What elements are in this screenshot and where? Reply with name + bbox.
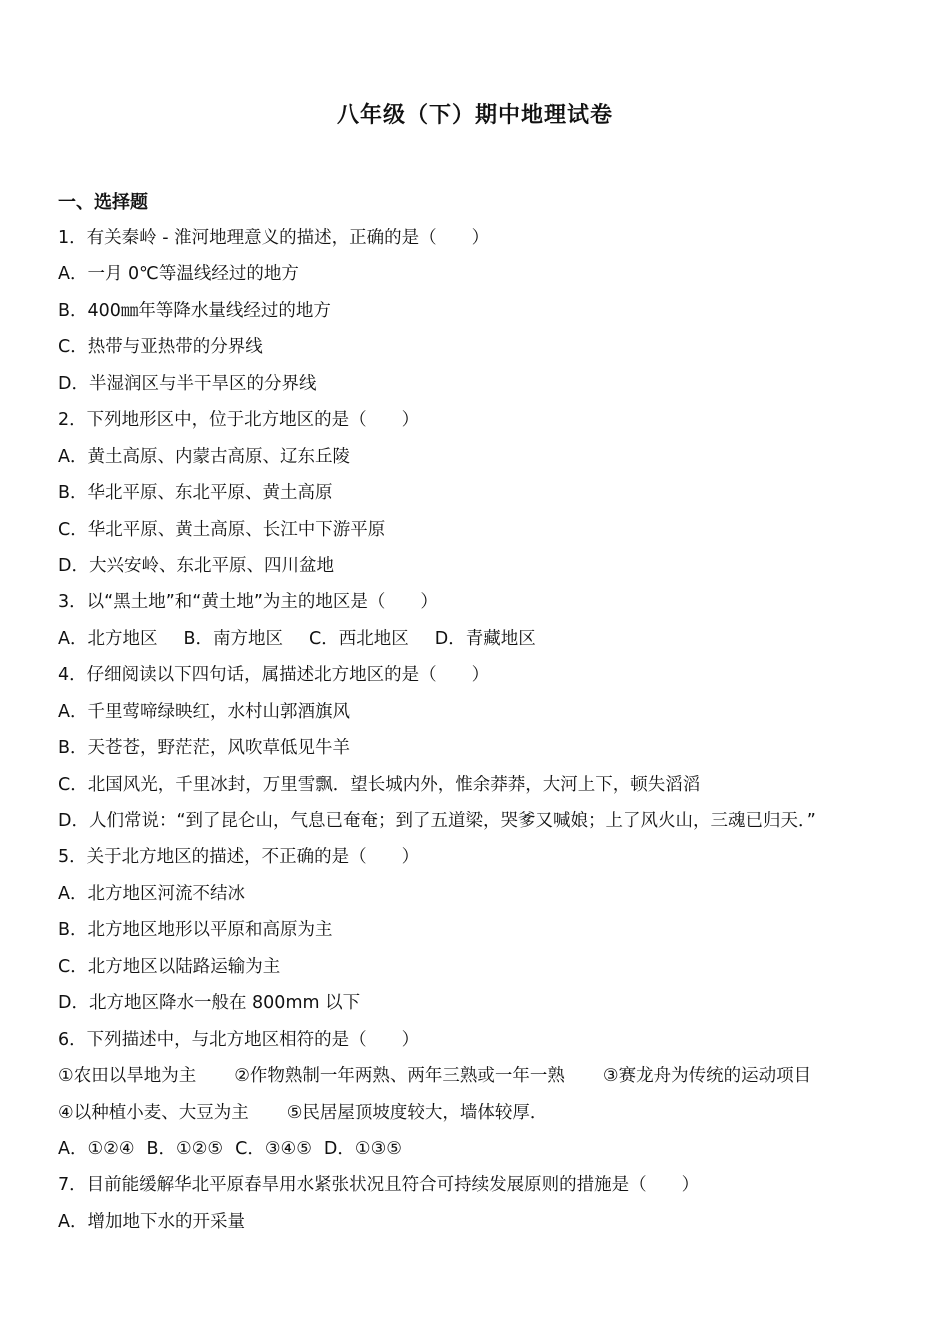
text-line	[58, 406, 908, 442]
text-line	[58, 625, 908, 661]
line-text: D．北方地区降水一般在 800mm 以下	[58, 993, 361, 1014]
option-segment: C．西北地区	[309, 628, 409, 649]
line-text: A．增加地下水的开采量	[58, 1211, 245, 1232]
line-text: D．人们常说：“到了昆仑山，气息已奄奄；到了五道梁，哭爹又喊娘；上了风火山，三魂已归天．”	[58, 811, 816, 831]
line-text: B．400㎜年等降水量线经过的地方	[58, 300, 331, 321]
line-text: 2．下列地形区中，位于北方地区的是（ ）	[58, 410, 420, 431]
text-line	[58, 333, 908, 369]
text-line	[58, 698, 908, 734]
text-line	[58, 953, 908, 989]
line-text: 5．关于北方地区的描述，不正确的是（ ）	[58, 847, 420, 868]
text-line	[58, 1026, 908, 1062]
option-segment: ⑤民居屋顶坡度较大，墙体较厚．	[286, 1102, 548, 1123]
option-segment: D．①③⑤	[323, 1138, 402, 1159]
line-text: B．天苍苍，野茫茫，风吹草低见牛羊	[58, 738, 351, 759]
option-segment: B．南方地区	[183, 628, 283, 649]
option-segment: A．北方地区	[58, 628, 158, 649]
text-line	[58, 989, 908, 1025]
text-line	[58, 516, 908, 552]
question-lines	[58, 224, 908, 1244]
text-line	[58, 443, 908, 479]
page-title: 八年级（下）期中地理试卷	[336, 103, 613, 128]
text-line	[58, 1171, 908, 1207]
line-text: C．北方地区以陆路运输为主	[58, 956, 281, 977]
line-text: B．北方地区地形以平原和高原为主	[58, 920, 333, 941]
line-text: D．大兴安岭、东北平原、四川盆地	[58, 555, 334, 576]
line-text: A．北方地区河流不结冰	[58, 883, 245, 904]
text-line	[58, 880, 908, 916]
line-text: C．北国风光，千里冰封，万里雪飘．望长城内外，惟余莽莽，大河上下，顿失滔滔	[58, 774, 701, 795]
line-text: 1．有关秦岭 - 淮河地理意义的描述，正确的是（ ）	[58, 228, 490, 248]
text-line	[58, 479, 908, 515]
text-line	[58, 916, 908, 952]
line-text: A．一月 0℃等温线经过的地方	[58, 264, 299, 285]
option-segment: D．青藏地区	[434, 628, 536, 649]
text-line	[58, 552, 908, 588]
text-line	[58, 297, 908, 333]
text-line	[58, 370, 908, 406]
line-text: C．热带与亚热带的分界线	[58, 337, 263, 358]
text-line	[58, 1099, 908, 1135]
option-segment: ①农田以旱地为主	[58, 1066, 197, 1087]
line-text: B．华北平原、东北平原、黄土高原	[58, 483, 333, 504]
text-line	[58, 661, 908, 697]
option-segment: A．①②④	[58, 1138, 135, 1159]
line-text: 7．目前能缓解华北平原春旱用水紧张状况且符合可持续发展原则的措施是（ ）	[58, 1175, 700, 1196]
text-line	[58, 1208, 908, 1244]
option-segment: ④以种植小麦、大豆为主	[58, 1102, 249, 1123]
option-segment: C．③④⑤	[235, 1138, 312, 1159]
text-line	[58, 260, 908, 296]
text-line	[58, 807, 908, 843]
text-line	[58, 224, 908, 260]
line-text: 4．仔细阅读以下四句话，属描述北方地区的是（ ）	[58, 665, 490, 686]
line-text: 3．以“黑土地”和“黄土地”为主的地区是（ ）	[58, 592, 438, 613]
section-heading: 一、选择题	[58, 192, 148, 213]
line-text: D．半湿润区与半干旱区的分界线	[58, 373, 317, 394]
text-line	[58, 1135, 908, 1171]
text-line	[58, 1062, 908, 1098]
option-segment: ②作物熟制一年两熟、两年三熟或一年一熟	[234, 1066, 565, 1087]
line-text: A．千里莺啼绿映红，水村山郭酒旗风	[58, 701, 350, 722]
text-line	[58, 734, 908, 770]
line-text: A．黄土高原、内蒙古高原、辽东丘陵	[58, 446, 350, 467]
text-line	[58, 771, 908, 807]
option-segment: ③赛龙舟为传统的运动项目	[602, 1066, 812, 1087]
line-text: C．华北平原、黄土高原、长江中下游平原	[58, 519, 386, 540]
text-line	[58, 588, 908, 624]
line-text: 6．下列描述中，与北方地区相符的是（ ）	[58, 1029, 420, 1050]
option-segment: B．①②⑤	[146, 1138, 224, 1159]
text-line	[58, 843, 908, 879]
